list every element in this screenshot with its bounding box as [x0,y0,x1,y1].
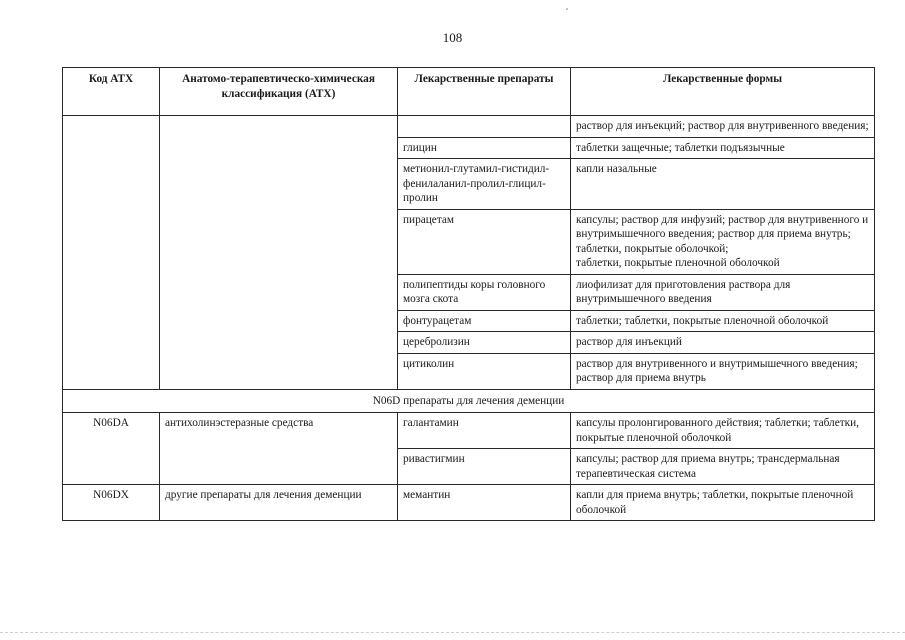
section-row [63,389,875,413]
atc-code-cell: N06DA [63,413,160,485]
table-row [63,413,875,449]
forms-cell: раствор для инъекций [571,332,875,354]
drug-cell: фонтурацетам [398,310,571,332]
forms-cell: лиофилизат для приготовления раствора для внутримышечного введения [571,274,875,310]
forms-cell: капсулы; раствор для приема внутрь; трансдермальная терапевтическая система [571,449,875,485]
header-drugs: Лекарственные препараты [398,68,571,116]
forms-text: капсулы; раствор для инфузий; раствор для внутривенного и внутримышечного введения; раствор для приема внутрь; таблетки, покрытые оболочкой; [576,213,869,255]
header-dosage-forms: Лекарственные формы [571,68,875,116]
scan-artifact-dot [566,8,568,10]
drug-cell: полипептиды коры головного мозга скота [398,274,571,310]
atc-classification-cell: другие препараты для лечения деменции [160,485,398,521]
forms-cell: таблетки защечные; таблетки подъязычные [571,137,875,159]
table-row [63,485,875,521]
drug-cell: метионил-глутамил-гистидил-фенилаланил-пролил-глицил-пролин [398,159,571,210]
drug-cell: мемантин [398,485,571,521]
drug-cell: церебролизин [398,332,571,354]
header-atc-classification: Анатомо-терапевтическо-химическая классификация (АТХ) [160,68,398,116]
continuation-code-cell [63,116,160,390]
continuation-classification-cell [160,116,398,390]
forms-text-extra: таблетки, покрытые пленочной оболочкой [576,257,780,269]
forms-cell: капли назальные [571,159,875,210]
atc-classification-cell: антихолинэстеразные средства [160,413,398,485]
section-title: N06D препараты для лечения деменции [63,389,875,413]
drug-cell: глицин [398,137,571,159]
header-atc-code: Код АТХ [63,68,160,116]
forms-cell: капсулы пролонгированного действия; таблетки; таблетки, покрытые пленочной оболочкой [571,413,875,449]
page-number: 108 [442,30,463,45]
drug-cell [398,116,571,138]
drug-cell: пирацетам [398,209,571,274]
drug-cell: галантамин [398,413,571,449]
forms-cell: раствор для внутривенного и внутримышечного введения; раствор для приема внутрь [571,353,875,389]
forms-cell [571,209,875,274]
forms-cell: таблетки; таблетки, покрытые пленочной оболочкой [571,310,875,332]
scan-artifact-edge [0,632,905,635]
atc-code-cell: N06DX [63,485,160,521]
forms-cell: раствор для инъекций; раствор для внутривенного введения; [571,116,875,138]
forms-cell: капли для приема внутрь; таблетки, покрытые пленочной оболочкой [571,485,875,521]
table-row [63,116,875,138]
drug-cell: ривастигмин [398,449,571,485]
atc-drug-table [62,67,875,521]
drug-cell: цитиколин [398,353,571,389]
table-header-row [63,68,875,116]
